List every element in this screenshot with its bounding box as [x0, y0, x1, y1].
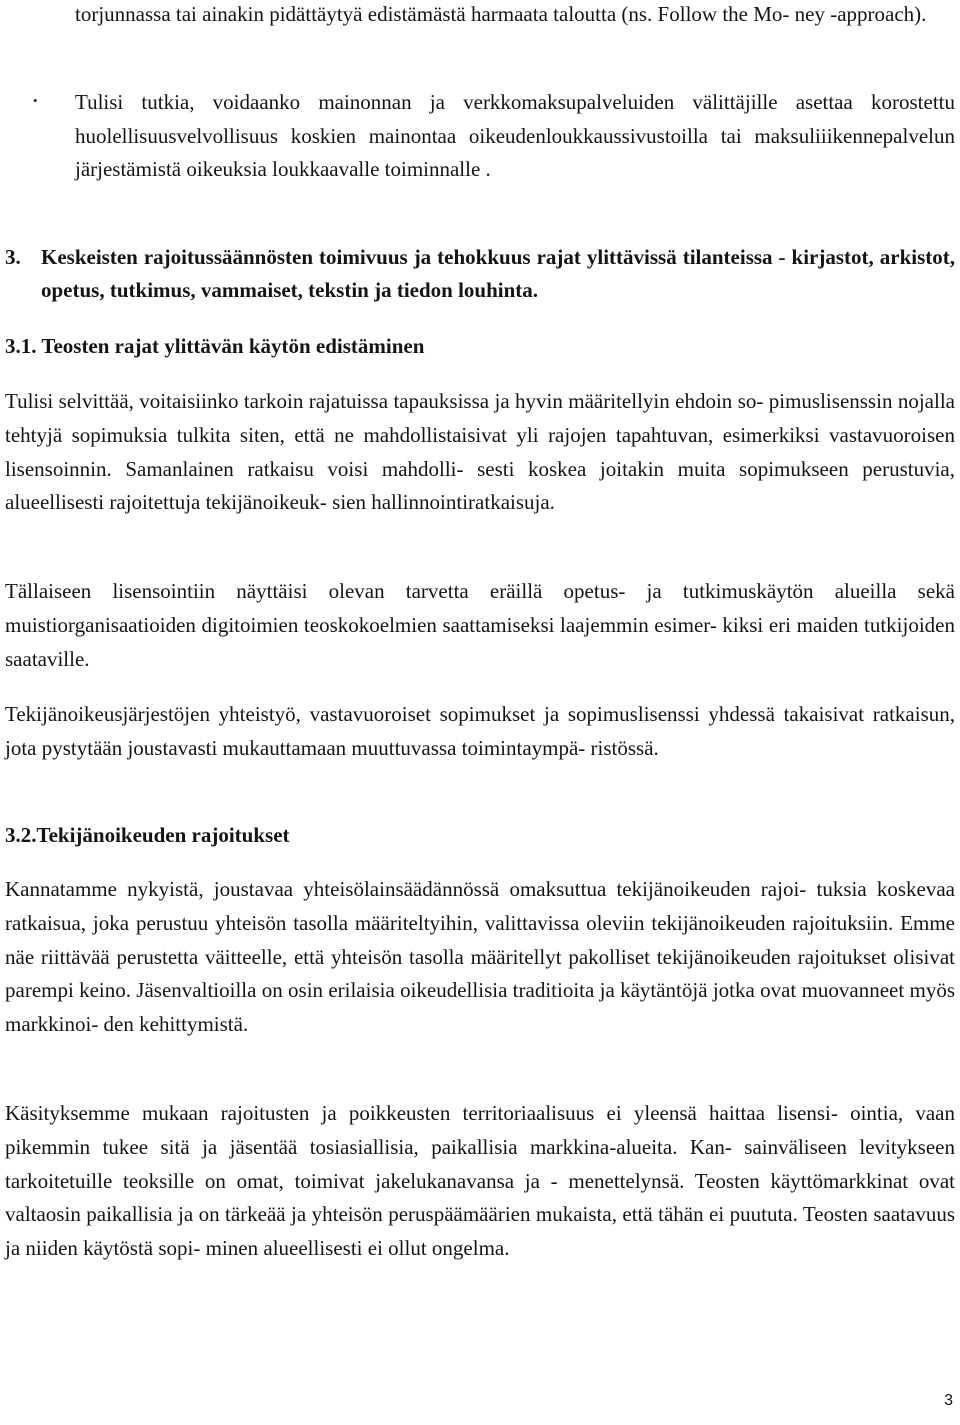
paragraph: Käsityksemme mukaan rajoitusten ja poikkeusten territoriaalisuus ei yleensä haittaa lisensi- ointia, vaan pikemmin tukee sitä ja jäsentää tosiasiallisia, paikallisia markkina-alueita. Kan- sainväliseen levitykseen tarkoitetuille teoksille on omat, toimivat jakelukanavansa ja - menettelynsä. Teosten käyttömarkkinat ovat valtaosin paikallisia ja on tärkeää ja yhteisön peruspäämäärien mukaista, että tähän ei puututa. Teosten saatavuus ja niiden käytöstä sopi- minen alueellisesti ei ollut ongelma. — [5, 1101, 955, 1261]
paragraph: Kannatamme nykyistä, joustavaa yhteisölainsäädännössä omaksuttua tekijänoikeuden rajoi- tuksia koskevaa ratkaisua, joka perustuu yhteisön tasolla määriteltyihin, valittavissa oleviin tekijänoikeuden rajoituksiin. Emme näe riittävää perustetta väitteelle, että yhteisön tasolla määritellyt pakolliset tekijänoikeuden rajoitukset olisivat parempi keino. Jäsenvaltioilla on osin erilaisia oikeudellisia traditioita ja käytäntöjä jotka ovat muovanneet myös markkinoi- den kehittymistä. — [5, 877, 955, 1037]
section-3-1-heading: 3.1. Teosten rajat ylittävän käytön edistäminen — [5, 334, 425, 358]
bullet-text: Tulisi tutkia, voidaanko mainonnan ja verkkomaksupalveluiden välittäjille asettaa korostettu huolellisuusvelvollisuus koskien mainontaa oikeudenloukkaussivustoilla tai maksuliiikennepalvelun järjestämistä oikeuksia loukkaavalle toiminnalle . — [75, 90, 955, 181]
page-number: 3 — [944, 1392, 953, 1409]
paragraph: Tulisi selvittää, voitaisiinko tarkoin rajatuissa tapauksissa ja hyvin määritellyin ehdoin so- pimuslisenssin nojalla tehtyjä sopimuksia tulkita siten, että ne mahdollistaisivat yli rajojen tapahtuvan, esimerkiksi vastavuoroisen lisensoinnin. Samanlainen ratkaisu voisi mahdolli- sesti koskea joitakin muita sopimukseen perustuvia, alueellisesti rajoitettuja tekijänoikeuk- sien hallinnointiratkaisuja. — [5, 389, 955, 515]
continuation-text: torjunnassa tai ainakin pidättäytyä edistämästä harmaata taloutta (ns. Follow the Mo- ney -approach). — [75, 2, 927, 26]
section-3-2-heading: 3.2.Tekijänoikeuden rajoitukset — [5, 823, 290, 847]
section-3-title: Keskeisten rajoitussäännösten toimivuus ja tehokkuus rajat ylittävissä tilanteissa - kirjastot, arkistot, opetus, tutkimus, vammaiset, tekstin ja tiedon louhinta. — [41, 245, 955, 302]
document-page — [5, 0, 955, 1425]
paragraph: Tekijänoikeusjärjestöjen yhteistyö, vastavuoroiset sopimukset ja sopimuslisenssi yhdessä takaisivat ratkaisun, jota pystytään joustavasti mukauttamaan muuttuvassa toimintaympä- ristössä. — [5, 702, 955, 760]
paragraph: Tällaiseen lisensointiin näyttäisi olevan tarvetta eräillä opetus- ja tutkimuskäytön alueilla sekä muistiorganisaatioiden digitoimien teoskokoelmien saattamiseksi laajemmin esimer- kiksi eri maiden tutkijoiden saataville. — [5, 579, 955, 671]
bullet-icon: • — [33, 93, 38, 108]
section-3-number: 3. — [5, 245, 21, 269]
